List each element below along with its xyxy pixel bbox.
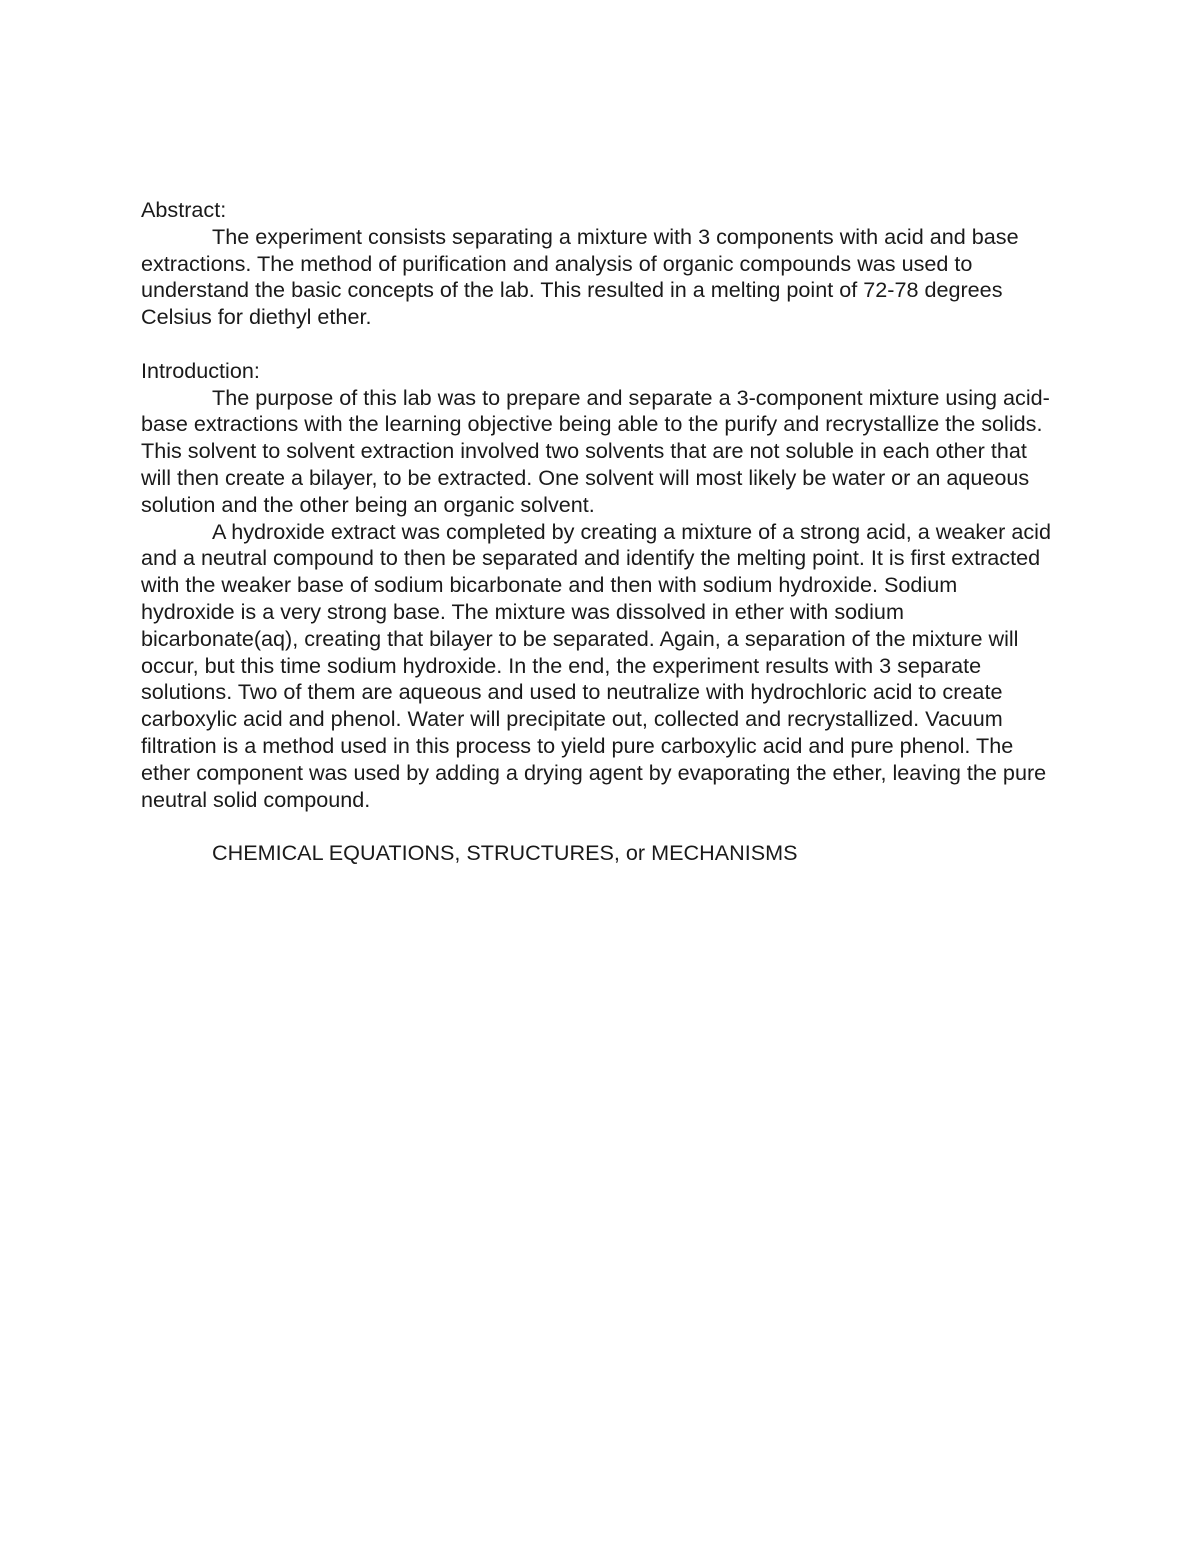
document-body <box>141 197 1053 867</box>
introduction-paragraph-2: A hydroxide extract was completed by creating a mixture of a strong acid, a weaker acid and a neutral compound to then be separated and identify the melting point. It is first extracted with the weaker base of sodium bicarbonate and then with sodium hydroxide. Sodium hydroxide is a very strong base. The mixture was dissolved in ether with sodium bicarbonate(aq), creating that bilayer to be separated. Again, a separation of the mixture will occur, but this time sodium hydroxide. In the end, the experiment results with 3 separate solutions. Two of them are aqueous and used to neutralize with hydrochloric acid to create carboxylic acid and phenol. Water will precipitate out, collected and recrystallized. Vacuum filtration is a method used in this process to yield pure carboxylic acid and pure phenol. The ether component was used by adding a drying agent by evaporating the ether, leaving the pure neutral solid compound. <box>141 518 1051 812</box>
section-spacer <box>141 331 1053 358</box>
introduction-heading: Introduction: <box>141 357 260 383</box>
section-spacer <box>141 813 1053 840</box>
chemical-equations-heading: CHEMICAL EQUATIONS, STRUCTURES, or MECHANISMS <box>212 840 798 866</box>
abstract-paragraph: The experiment consists separating a mixture with 3 components with acid and base extractions. The method of purification and analysis of organic compounds was used to understand the basic concepts of the lab. This resulted in a melting point of 72-78 degrees Celsius for diethyl ether. <box>141 223 1019 330</box>
abstract-heading: Abstract: <box>141 197 227 222</box>
introduction-paragraph-1: The purpose of this lab was to prepare and separate a 3-component mixture using acid-base extractions with the learning objective being able to the purify and recrystallize the solids. This solvent to solvent extraction involved two solvents that are not soluble in each other that will then create a bilayer, to be extracted. One solvent will most likely be water or an aqueous solution and the other being an organic solvent. <box>141 384 1050 517</box>
